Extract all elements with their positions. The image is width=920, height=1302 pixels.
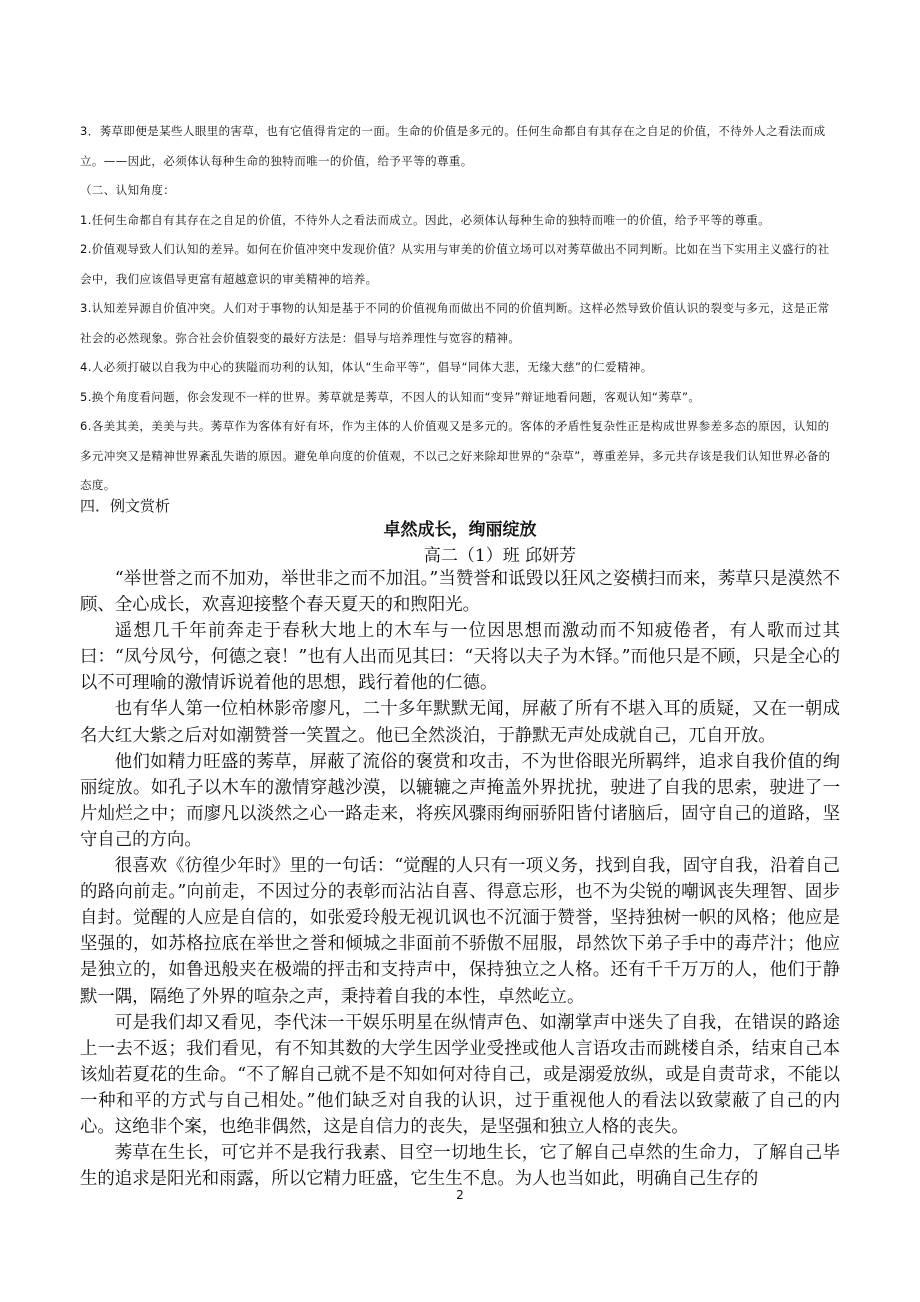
- cognition-point-2: 2.价值观导致人们认知的差异。如何在价值冲突中发现价值？从实用与审美的价值立场可以对莠草做出不同判断。比如在当下实用主义盛行的社会中，我们应该倡导更富有超越意识的审美精神的培养。: [80, 242, 830, 286]
- essay-paragraph: 遥想几千年前奔走于春秋大地上的木车与一位因思想而激动而不知疲倦者，有人歌而过其曰：“凤兮凤兮，何德之衰！”也有人出而见其曰：“天将以夫子为木铎。”而他只是不顾，只是全心的以不可理喻的激情诉说着他的思想，践行着他的仁德。: [80, 621, 840, 694]
- essay-paragraph: 可是我们却又看见，李代沫一干娱乐明星在纵情声色、如潮掌声中迷失了自我，在错误的路途上一去不返；我们看见，有不知其数的大学生因学业受挫或他人言语攻击而跳楼自杀，结束自己本该灿若夏花的生命。“不了解自己就不是不知如何对待自己，或是溺爱放纵，或是自责苛求，不能以一种和平的方式与自己相处。”他们缺乏对自我的认识，过于重视他人的看法以致蒙蔽了自己的内心。这绝非个案，也绝非偶然，这是自信力的丧失，是坚强和独立人格的丧失。: [80, 1012, 840, 1137]
- essay-paragraph: 很喜欢《彷徨少年时》里的一句话：“觉醒的人只有一项义务，找到自我，固守自我，沿着自己的路向前走。”向前走，不因过分的表彰而沾沾自喜、得意忘形，也不为尖锐的嘲讽丧失理智、固步自封。觉醒的人应是自信的，如张爱玲般无视讥讽也不沉湎于赞誉，坚持独树一帜的风格；他应是坚强的，如苏格拉底在举世之誉和倾城之非面前不骄傲不屈服，昂然饮下弟子手中的毒芹汁；他应是独立的，如鲁迅般夹在极端的抨击和支持声中，保持独立之人格。还有千千万万的人，他们于静默一隅，隔绝了外界的喧杂之声，秉持着自我的本性，卓然屹立。: [80, 856, 840, 1007]
- cognition-point-1: 1.任何生命都自有其存在之自足的价值，不待外人之看法而成立。因此，必须体认每种生命的独特而唯一的价值，给予平等的尊重。: [80, 212, 771, 227]
- page-number: 2: [456, 1188, 464, 1202]
- cognition-point-4: 4.人必须打破以自我为中心的狭隘而功利的认知，体认“生命平等”，倡导“同体大悲，无缘大慈”的仁爱精神。: [80, 360, 653, 374]
- cognition-point-5: 5.换个角度看问题，你会发现不一样的世界。莠草就是莠草，不因人的认知而“变异”辩证地看问题，客观认知“莠草”。: [80, 389, 701, 404]
- essay-paragraph: 他们如精力旺盛的莠草，屏蔽了流俗的褒赏和攻击，不为世俗眼光所羁绊，追求自我价值的绚丽绽放。如孔子以木车的激情穿越沙漠，以辘辘之声掩盖外界扰扰，驶进了自我的思索，驶进了一片灿烂之中；而廖凡以淡然之心一路走来，将疾风骤雨绚丽骄阳皆付诸脑后，固守自己的道路，坚守自己的方向。: [80, 751, 840, 850]
- essay-paragraph: “举世誉之而不加劝，举世非之而不加沮。”当赞誉和诋毁以狂风之姿横扫而来，莠草只是漠然不顾、全心成长，欢喜迎接整个春天夏天的和煦阳光。: [80, 569, 840, 616]
- essay-body: [80, 566, 840, 1192]
- note-item-3: 3．莠草即便是某些人眼里的害草，也有它值得肯定的一面。生命的价值是多元的。任何生命都自有其存在之自足的价值，不待外人之看法而成立。——因此，必须体认每种生命的独特而唯一的价值，给予平等的尊重。: [80, 124, 826, 168]
- upper-notes: [80, 117, 840, 501]
- essay-author: 高二（1）班 邱妍芳: [423, 546, 577, 566]
- essay-title: 卓然成长，绚丽绽放: [383, 520, 537, 540]
- cognition-point-3: 3.认知差异源自价值冲突。人们对于事物的认知是基于不同的价值视角而做出不同的价值判断。这样必然导致价值认识的裂变与多元，这是正常社会的必然现象。弥合社会价值裂变的最好方法是：倡导与培养理性与宽容的精神。: [80, 301, 830, 345]
- section-heading: 四．例文赏析: [80, 497, 171, 515]
- cognition-point-6: 6.各美其美，美美与共。莠草作为客体有好有坏，作为主体的人价值观又是多元的。客体的矛盾性复杂性正是构成世界参差多态的原因，认知的多元冲突又是精神世界紊乱失谐的原因。避免单向度的价值观，不以己之好来除却世界的“杂草”，尊重差异，多元共存该是我们认知世界必备的态度。: [80, 419, 831, 492]
- cognition-heading: （二、认知角度：: [80, 183, 176, 197]
- essay-paragraph: 也有华人第一位柏林影帝廖凡，二十多年默默无闻，屏蔽了所有不堪入耳的质疑，又在一朝成名大红大紫之后对如潮赞誉一笑置之。他已全然淡泊，于静默无声处成就自己，兀自开放。: [80, 699, 840, 746]
- essay-paragraph: 莠草在生长，可它并不是我行我素、目空一切地生长，它了解自己卓然的生命力，了解自己毕生的追求是阳光和雨露，所以它精力旺盛，它生生不息。为人也当如此，明确自己生存的: [80, 1143, 840, 1190]
